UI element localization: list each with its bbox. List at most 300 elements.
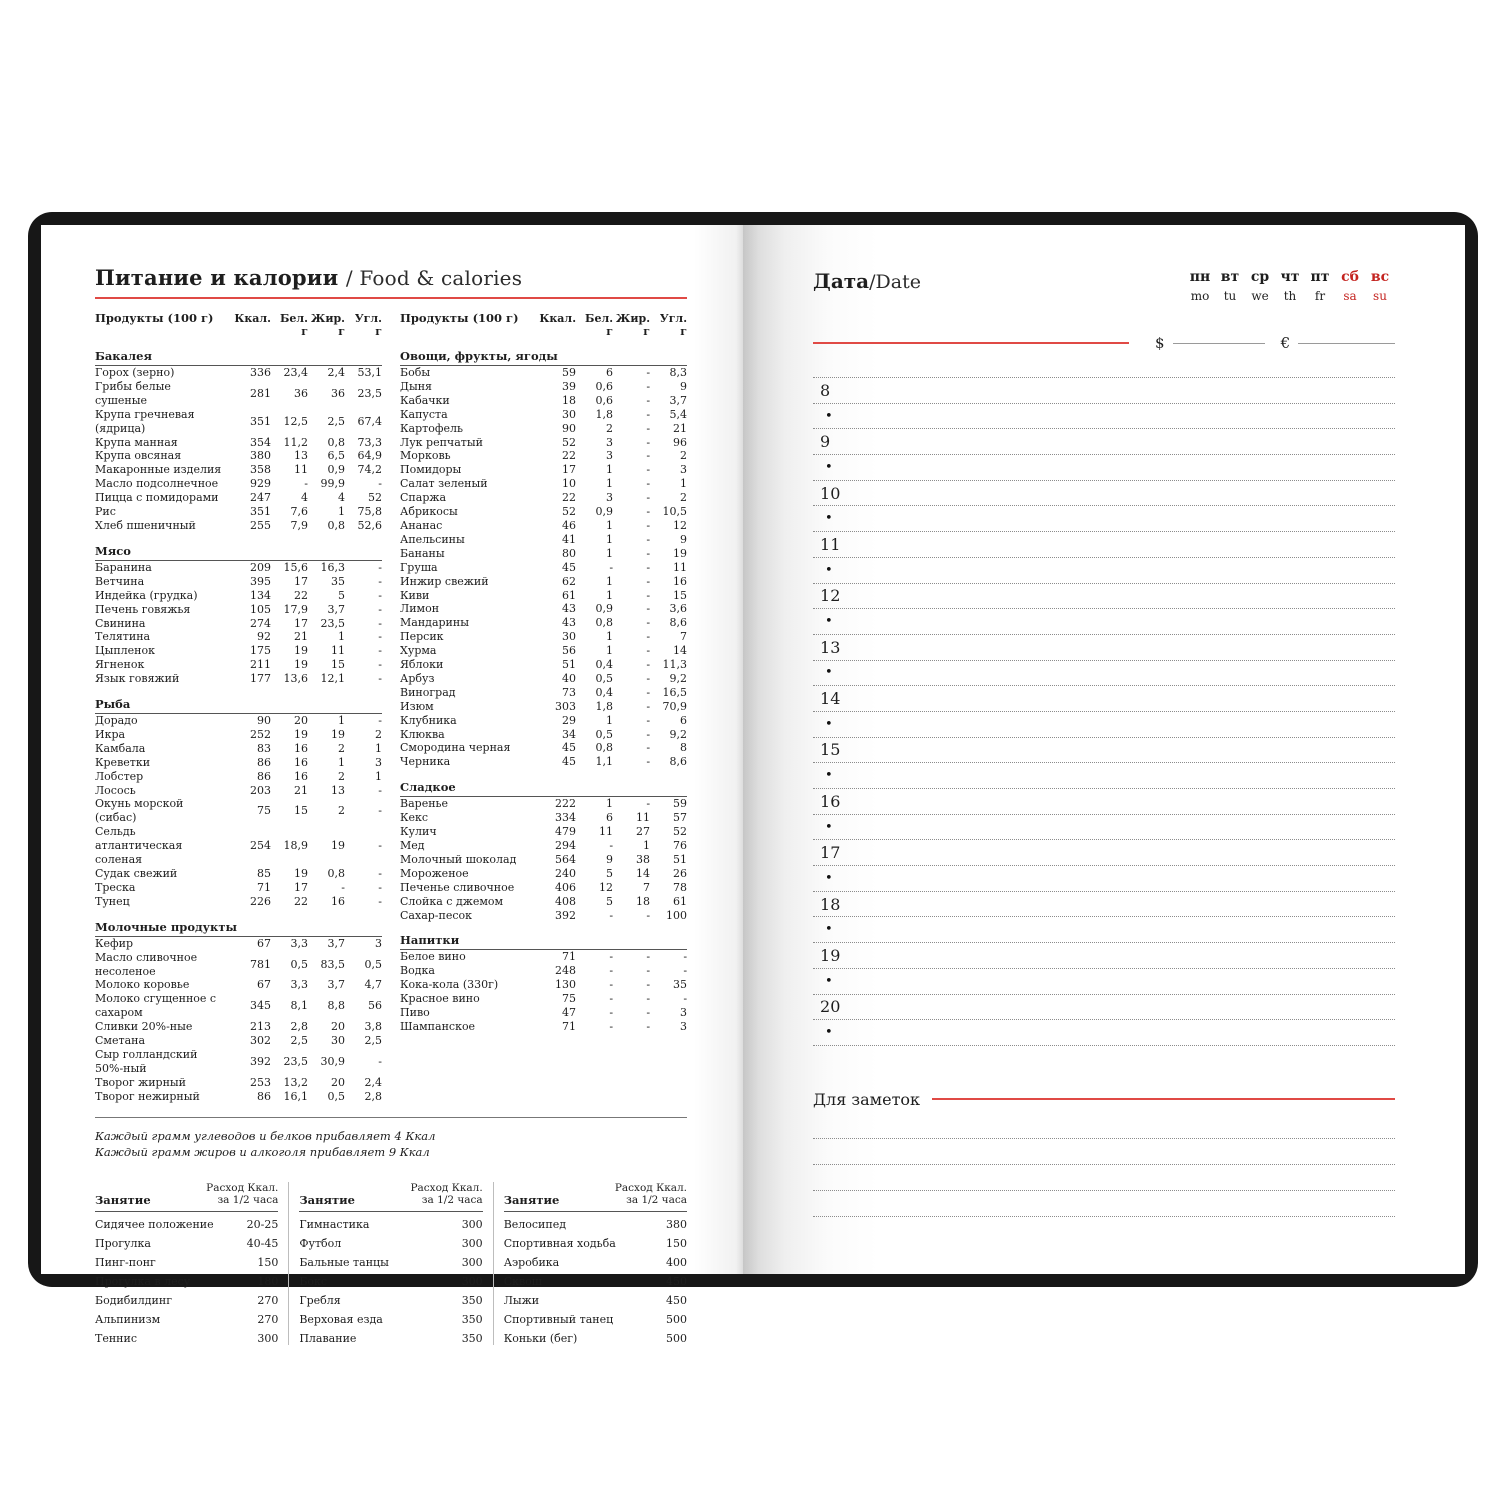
food-name: Спаржа — [400, 491, 447, 505]
food-row — [95, 589, 382, 603]
kcal-note-fats: Каждый грамм жиров и алкоголя прибавляет 9 Ккал — [95, 1144, 430, 1159]
half-hour-bullet: • — [825, 716, 833, 732]
activity-name: Сидячее положение — [95, 1217, 214, 1231]
food-carb: - — [378, 839, 383, 853]
food-kcal: 83 — [257, 741, 272, 755]
activity-group — [95, 1182, 288, 1345]
activity-row — [299, 1294, 482, 1307]
food-row — [95, 380, 382, 408]
food-carb: 5,4 — [669, 407, 688, 421]
food-carb: 9,2 — [669, 727, 688, 741]
food-carb: 73,3 — [357, 435, 383, 449]
food-carb: - — [378, 560, 383, 574]
weekday-column — [1335, 269, 1365, 303]
food-protein: 21 — [294, 783, 309, 797]
food-kcal: 175 — [250, 644, 272, 658]
diary-pages — [41, 225, 1465, 1345]
food-fat: 13 — [331, 783, 346, 797]
activity-row — [299, 1313, 482, 1326]
food-fat: - — [646, 713, 651, 727]
food-row — [400, 1006, 687, 1020]
food-row — [95, 366, 382, 380]
food-protein: 0,8 — [595, 616, 614, 630]
half-hour-bullet: • — [825, 665, 833, 681]
food-row — [400, 755, 687, 769]
food-fat: - — [646, 560, 651, 574]
date-title-en: /Date — [869, 271, 921, 293]
food-fat: 12,1 — [320, 672, 346, 686]
food-protein: 1 — [606, 477, 614, 491]
food-fat: 1 — [338, 714, 346, 728]
food-kcal: 213 — [250, 1020, 272, 1034]
half-hour-row — [813, 1020, 1395, 1046]
food-kcal: 56 — [562, 644, 577, 658]
food-protein: 19 — [294, 644, 309, 658]
activity-row — [95, 1275, 278, 1288]
page-title — [95, 265, 687, 290]
food-row — [95, 784, 382, 798]
activity-burn-value: 300 — [461, 1236, 483, 1250]
food-name: Красное вино — [400, 992, 480, 1006]
food-protein: 13 — [294, 449, 309, 463]
col-burn-line2: за 1/2 часа — [421, 1194, 483, 1207]
food-fat: 0,5 — [327, 1089, 346, 1103]
food-row — [95, 630, 382, 644]
activity-burn-value: 150 — [257, 1255, 279, 1269]
hour-label: 9 — [820, 432, 831, 452]
food-protein: - — [609, 992, 614, 1006]
food-kcal: 336 — [250, 366, 272, 379]
food-fat: 36 — [331, 386, 346, 400]
food-kcal: 248 — [555, 964, 577, 978]
food-protein: - — [609, 1006, 614, 1020]
food-kcal: 781 — [250, 957, 272, 971]
activity-name: Прогулка в лесу — [95, 1274, 191, 1288]
hour-row — [813, 738, 1395, 764]
food-protein: - — [609, 839, 614, 852]
food-name: Мороженое — [400, 866, 469, 880]
food-fat: - — [646, 518, 651, 532]
food-row — [95, 867, 382, 881]
food-kcal: 240 — [555, 866, 577, 880]
food-carb: 26 — [673, 866, 688, 880]
activity-name: Лыжи — [503, 1293, 540, 1307]
food-section — [95, 544, 382, 686]
food-kcal: 62 — [562, 574, 577, 588]
food-name: Бобы — [400, 366, 431, 379]
food-protein: 15 — [294, 804, 309, 818]
food-name: Свинина — [95, 616, 146, 630]
food-fat: 3,7 — [327, 936, 346, 950]
half-hour-bullet: • — [825, 562, 833, 578]
activity-name: Альпинизм — [95, 1312, 161, 1326]
food-carb: 8,3 — [669, 366, 688, 379]
page-title-ru: Питание и калории — [95, 265, 339, 290]
notes-label: Для заметок — [813, 1089, 921, 1109]
activity-row — [504, 1332, 687, 1345]
food-fat: - — [646, 1019, 651, 1033]
food-kcal: 43 — [562, 616, 577, 630]
food-carb: 67,4 — [357, 414, 383, 428]
hour-row — [813, 532, 1395, 558]
food-row — [400, 686, 687, 700]
food-protein: 7,6 — [290, 505, 309, 519]
activity-burn-value: 380 — [666, 1217, 688, 1231]
half-hour-bullet: • — [825, 973, 833, 989]
food-kcal: 564 — [555, 852, 577, 866]
half-hour-row — [813, 661, 1395, 687]
food-kcal: 22 — [562, 491, 577, 505]
food-name: Сахар-песок — [400, 908, 473, 922]
food-protein: 11 — [294, 463, 309, 477]
food-name: Творог нежирный — [95, 1089, 200, 1103]
food-protein: 23,5 — [283, 1054, 309, 1068]
food-fat: 16 — [331, 894, 346, 908]
food-fat: - — [341, 880, 346, 894]
weekday-ru: пт — [1310, 269, 1330, 285]
food-row — [400, 449, 687, 463]
food-fat: - — [646, 978, 651, 992]
col-burn-line1: Расход Ккал. — [206, 1181, 279, 1194]
food-row — [95, 742, 382, 756]
food-protein: 20 — [294, 714, 309, 728]
food-row — [400, 992, 687, 1006]
food-fat: 2,5 — [327, 414, 346, 428]
table-bottom-rule — [95, 1117, 687, 1118]
food-protein: 1 — [606, 518, 614, 532]
activity-name: Велосипед — [503, 1217, 566, 1231]
food-fat: 20 — [331, 1020, 346, 1034]
food-name: Масло сливочное несоленое — [95, 950, 198, 978]
food-kcal: 281 — [250, 386, 272, 400]
food-carb: 52 — [673, 825, 688, 839]
date-fill-line — [813, 342, 1129, 344]
food-row — [95, 978, 382, 992]
activity-burn-value: 450 — [666, 1293, 688, 1307]
food-row — [95, 770, 382, 784]
food-fat: - — [646, 393, 651, 407]
food-carb: - — [378, 630, 383, 644]
food-row — [400, 394, 687, 408]
food-fat: 19 — [331, 839, 346, 853]
euro-sign: € — [1280, 334, 1291, 352]
notes-line — [813, 1165, 1395, 1191]
food-row — [400, 881, 687, 895]
activity-name: Коньки (бег) — [503, 1331, 578, 1345]
food-carb: - — [378, 880, 383, 894]
food-kcal: 303 — [555, 699, 577, 713]
activity-burn-value: 300 — [257, 1331, 279, 1345]
date-title — [813, 269, 921, 293]
half-hour-row — [813, 455, 1395, 481]
hour-label: 10 — [820, 483, 841, 503]
food-header-row — [95, 311, 382, 338]
food-kcal: 252 — [250, 727, 272, 741]
activity-burn-value: 300 — [461, 1274, 483, 1288]
food-fat: - — [646, 1006, 651, 1020]
food-carb: 21 — [673, 421, 688, 435]
food-carb: 70,9 — [662, 699, 688, 713]
food-section-title: Бакалея — [95, 349, 382, 366]
date-title-ru: Дата — [813, 269, 870, 293]
food-name: Кекс — [400, 811, 429, 825]
food-protein: 3 — [606, 449, 614, 463]
food-kcal: 67 — [257, 936, 272, 950]
activity-row — [299, 1256, 482, 1269]
food-column-right — [400, 311, 687, 1104]
activity-name: Верховая езда — [299, 1312, 383, 1326]
food-kcal: 47 — [562, 1006, 577, 1020]
food-name: Язык говяжий — [95, 672, 180, 686]
weekday-column — [1365, 269, 1395, 303]
food-protein: 16 — [294, 755, 309, 769]
half-hour-bullet: • — [825, 408, 833, 424]
food-carb: 57 — [673, 811, 688, 825]
notes-line — [813, 1191, 1395, 1217]
hour-row — [813, 995, 1395, 1021]
hour-label: 20 — [820, 997, 841, 1017]
food-carb: 1 — [375, 769, 383, 783]
food-fat: 11 — [331, 644, 346, 658]
food-row — [400, 825, 687, 839]
food-row — [95, 1090, 382, 1104]
food-name: Хурма — [400, 644, 437, 658]
food-fat: - — [646, 699, 651, 713]
activity-burn-value: 500 — [666, 1331, 688, 1345]
diary-cover — [28, 212, 1478, 1345]
food-name: Апельсины — [400, 532, 465, 546]
hour-row — [813, 481, 1395, 507]
food-carb: 15 — [673, 588, 688, 602]
food-fat: - — [646, 630, 651, 644]
food-row — [95, 1020, 382, 1034]
weekday-column — [1305, 269, 1335, 303]
food-row — [400, 853, 687, 867]
left-page — [41, 225, 743, 1345]
activity-burn-value: 300 — [461, 1217, 483, 1231]
activity-name: Прогулка — [95, 1236, 151, 1250]
hour-row — [813, 584, 1395, 610]
food-kcal: 71 — [562, 950, 577, 964]
food-calories-table — [95, 311, 687, 1104]
food-kcal: 380 — [250, 449, 272, 463]
food-name: Крупа овсяная — [95, 449, 182, 463]
food-fat: - — [646, 964, 651, 978]
food-protein: 3,3 — [290, 936, 309, 950]
food-carb: 9 — [680, 532, 688, 546]
food-carb: - — [378, 602, 383, 616]
food-row — [95, 436, 382, 450]
food-name: Икра — [95, 727, 126, 741]
hour-label: 13 — [820, 637, 841, 657]
activity-row — [95, 1218, 278, 1231]
food-name: Лосось — [95, 783, 136, 797]
food-row — [400, 602, 687, 616]
notes-lines — [813, 1113, 1395, 1217]
food-kcal: 255 — [250, 518, 272, 532]
col-protein: Бел. г — [280, 312, 309, 338]
food-protein: 1 — [606, 797, 614, 811]
food-kcal: 40 — [562, 671, 577, 685]
activity-burn-value: 270 — [257, 1312, 279, 1326]
food-carb: 1 — [680, 477, 688, 491]
food-kcal: 41 — [562, 532, 577, 546]
weekday-column — [1215, 269, 1245, 303]
food-kcal: 929 — [250, 477, 272, 491]
food-kcal: 67 — [257, 978, 272, 992]
food-kcal: 177 — [250, 672, 272, 686]
food-name: Лобстер — [95, 769, 144, 783]
food-row — [95, 463, 382, 477]
weekday-en: we — [1251, 289, 1269, 303]
food-carb: 11,3 — [662, 658, 688, 672]
food-kcal: 61 — [562, 588, 577, 602]
food-protein: 13,2 — [283, 1075, 309, 1089]
food-row — [400, 533, 687, 547]
food-fat: 38 — [636, 852, 651, 866]
food-kcal: 10 — [562, 477, 577, 491]
food-row — [400, 589, 687, 603]
food-row — [95, 603, 382, 617]
food-kcal: 52 — [562, 435, 577, 449]
food-kcal: 52 — [562, 505, 577, 519]
food-protein: - — [609, 964, 614, 978]
weekday-column — [1185, 269, 1215, 303]
food-fat: - — [646, 532, 651, 546]
food-name: Кулич — [400, 825, 437, 839]
half-hour-row — [813, 712, 1395, 738]
food-name: Мед — [400, 839, 425, 852]
food-kcal: 351 — [250, 505, 272, 519]
food-name: Капуста — [400, 407, 448, 421]
food-section-title: Напитки — [400, 933, 687, 950]
food-carb: 2 — [680, 449, 688, 463]
food-carb: - — [378, 644, 383, 658]
activity-name: Аэробика — [503, 1255, 560, 1269]
food-fat: 0,8 — [327, 518, 346, 532]
food-name: Морковь — [400, 449, 451, 463]
food-protein: 36 — [294, 386, 309, 400]
food-carb: - — [378, 894, 383, 908]
food-row — [95, 658, 382, 672]
food-kcal: 479 — [555, 825, 577, 839]
food-section — [95, 920, 382, 1104]
activity-row — [299, 1275, 482, 1288]
food-kcal: 29 — [562, 713, 577, 727]
food-protein: 6 — [606, 366, 614, 379]
food-name: Сыр голландский 50%-ный — [95, 1047, 198, 1075]
hourly-schedule — [813, 377, 1395, 1046]
food-fat: - — [646, 379, 651, 393]
food-carb: 59 — [673, 797, 688, 811]
activity-header — [299, 1182, 482, 1212]
weekday-ru: сб — [1341, 269, 1359, 285]
food-row — [400, 505, 687, 519]
col-burn — [410, 1182, 482, 1207]
food-section — [400, 349, 687, 769]
col-carb: Угл. г — [659, 312, 688, 338]
food-name: Ягненок — [95, 658, 145, 672]
food-kcal: 85 — [257, 867, 272, 880]
hour-row — [813, 840, 1395, 866]
food-name: Баранина — [95, 560, 152, 574]
food-row — [400, 978, 687, 992]
food-carb: 19 — [673, 546, 688, 560]
food-row — [95, 825, 382, 867]
activity-row — [95, 1332, 278, 1345]
col-fat: Жир. г — [615, 312, 651, 338]
food-protein: 0,5 — [595, 671, 614, 685]
food-protein: - — [609, 908, 614, 922]
food-kcal: 406 — [555, 880, 577, 894]
food-protein: 17 — [294, 880, 309, 894]
food-protein: - — [609, 950, 614, 964]
food-protein: 12,5 — [283, 414, 309, 428]
food-kcal: 247 — [250, 491, 272, 505]
food-kcal: 302 — [250, 1034, 272, 1048]
food-kcal: 34 — [562, 727, 577, 741]
food-row — [95, 561, 382, 575]
food-protein: 0,5 — [595, 727, 614, 741]
activity-row — [504, 1294, 687, 1307]
food-protein: 3 — [606, 435, 614, 449]
food-fat: - — [646, 477, 651, 491]
food-protein: 11,2 — [283, 435, 309, 449]
food-fat: 30,9 — [320, 1054, 346, 1068]
food-row — [95, 505, 382, 519]
food-protein: 1,8 — [595, 407, 614, 421]
food-fat: 3,7 — [327, 978, 346, 992]
food-protein: 8,1 — [290, 999, 309, 1013]
food-fat: 8,8 — [327, 999, 346, 1013]
food-name: Картофель — [400, 421, 463, 435]
food-kcal: 392 — [555, 908, 577, 922]
food-fat: 20 — [331, 1075, 346, 1089]
food-protein: - — [609, 978, 614, 992]
food-carb: 3,7 — [669, 393, 688, 407]
food-name: Дорадо — [95, 714, 138, 728]
food-name: Салат зеленый — [400, 477, 488, 491]
food-row — [400, 547, 687, 561]
food-carb: - — [378, 672, 383, 686]
food-kcal: 130 — [555, 978, 577, 992]
weekday-selector — [1185, 269, 1395, 303]
food-protein: 17,9 — [283, 602, 309, 616]
food-fat: - — [646, 421, 651, 435]
food-protein: 1 — [606, 630, 614, 644]
food-row — [400, 867, 687, 881]
food-name: Сметана — [95, 1034, 146, 1048]
weekday-en: fr — [1314, 289, 1326, 303]
food-carb: 56 — [368, 999, 383, 1013]
activity-burn-value: 500 — [666, 1312, 688, 1326]
food-fat: - — [646, 671, 651, 685]
food-section — [400, 933, 687, 1033]
half-hour-row — [813, 917, 1395, 943]
food-protein: 23,4 — [283, 366, 309, 379]
food-carb: - — [378, 1054, 383, 1068]
half-hour-row — [813, 969, 1395, 995]
food-fat: - — [646, 992, 651, 1006]
food-row — [400, 700, 687, 714]
food-row — [400, 408, 687, 422]
food-row — [400, 477, 687, 491]
food-kcal: 45 — [562, 560, 577, 574]
food-row — [400, 658, 687, 672]
food-row — [400, 839, 687, 853]
food-fat: - — [646, 797, 651, 811]
food-name: Хлеб пшеничный — [95, 518, 196, 532]
